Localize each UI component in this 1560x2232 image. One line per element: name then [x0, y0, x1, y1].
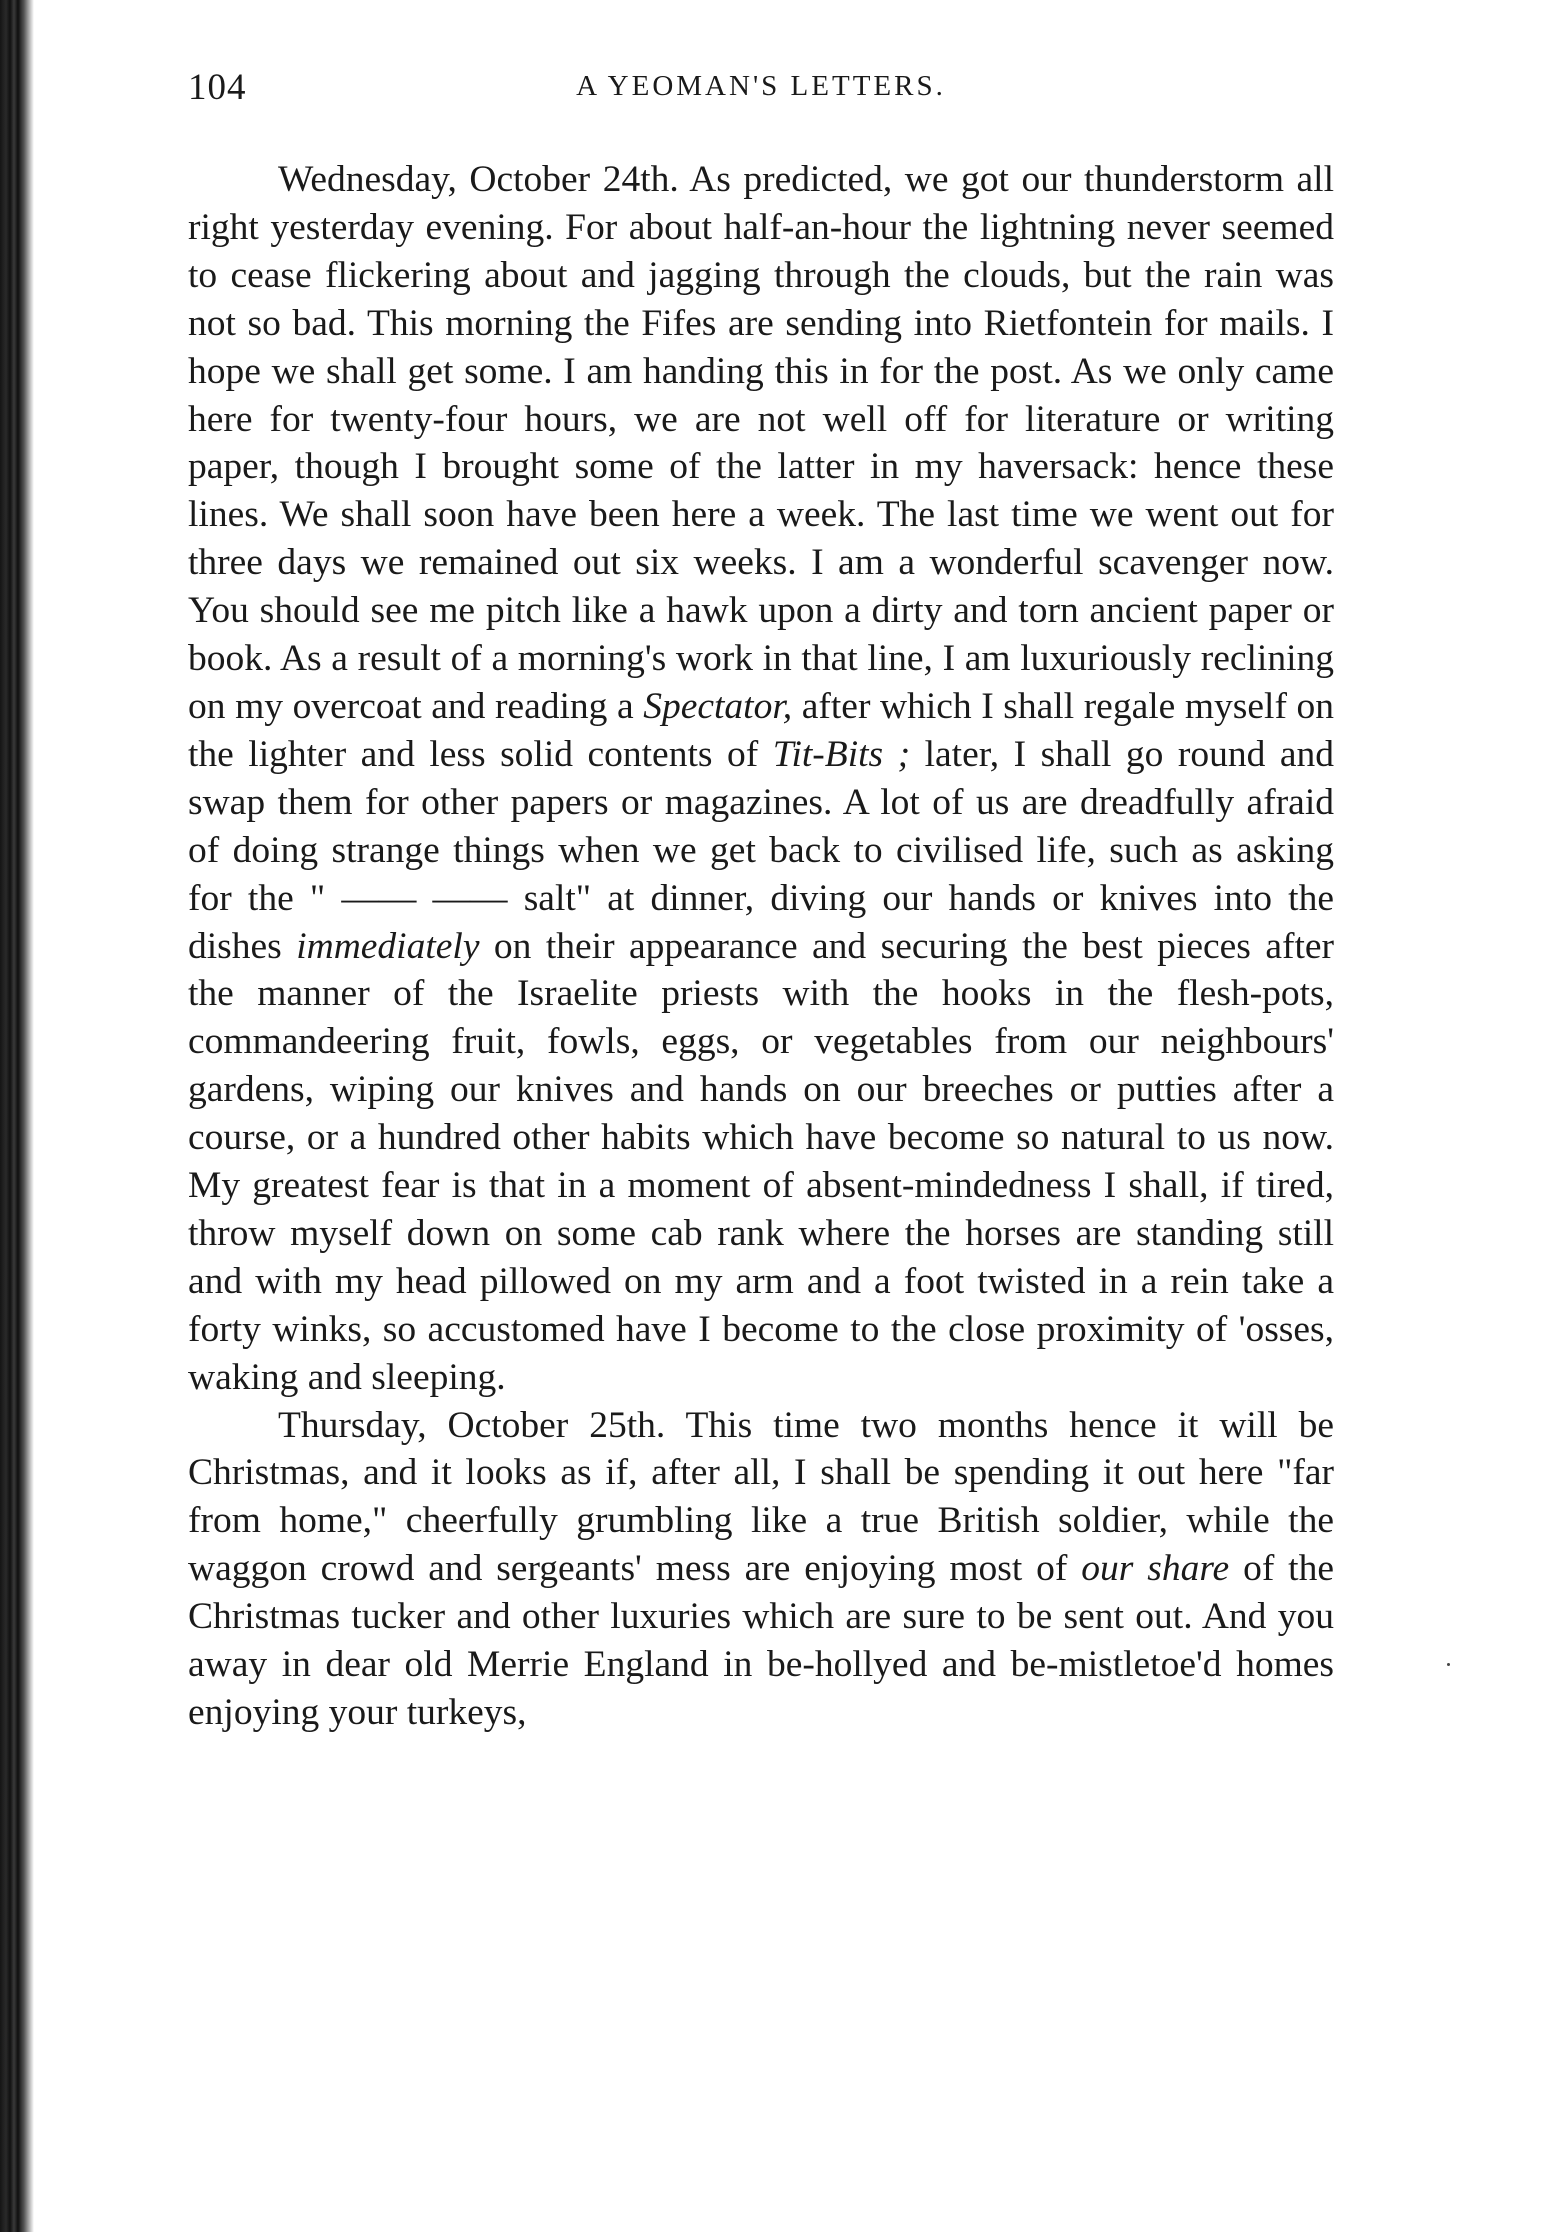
- paragraph-thursday: [188, 1402, 1334, 1737]
- book-spine-shadow: [0, 0, 34, 2232]
- text-run: after which I shall regale myself on the lighter and less solid contents of: [188, 685, 1335, 775]
- text-run: Thursday, October 25th. This time two months hence it will be Christmas, and it looks as if, after all, I shall be spending it out here "far from home," cheerfully grumbling like a true British soldier, while the waggon crowd and sergeants' mess are enjoying most of: [188, 1404, 1334, 1590]
- page-number: 104: [188, 67, 247, 108]
- body-text: [188, 156, 1334, 1737]
- paragraph-wednesday: [188, 156, 1334, 1402]
- italic-emphasis-immediately: immediately: [296, 925, 480, 967]
- italic-title-spectator: Spectator,: [643, 685, 793, 727]
- italic-title-tit-bits: Tit-Bits ;: [772, 733, 911, 775]
- page-header: [188, 66, 1334, 116]
- text-run: later, I shall go round and swap them for other papers or magazines. A lot of us are dreadfully afraid of doing strange things when we get back to civilised life, such as asking for the " —— —— salt" at dinner, diving our hands or knives into the dishes: [188, 733, 1335, 967]
- text-run: of the Christmas tucker and other luxuries which are sure to be sent out. And you away in dear old Merrie England in be-hollyed and be-mistletoe'd homes enjoying your turkeys,: [188, 1548, 1334, 1733]
- italic-emphasis-our-share: our share: [1081, 1548, 1230, 1590]
- text-run: on their appearance and securing the best pieces after the manner of the Israelite priests with the hooks in the flesh-pots, commandeering fruit, fowls, eggs, or vegetables from our neighbours' gardens, wiping our knives and hands on our breeches or putties after a course, or a hundred other habits which have become so natural to us now. My greatest fear is that in a moment of absent-mindedness I shall, if tired, throw myself down on some cab rank where the horses are standing still and with my head pillowed on my arm and a foot twisted in a rein take a forty winks, so accustomed have I become to the close proximity of 'osses, waking and sleeping.: [188, 925, 1334, 1398]
- text-run: Wednesday, October 24th. As predicted, we got our thunderstorm all right yesterday evening. For about half-an-hour the lightning never seemed to cease flickering about and jagging through the clouds, but the rain was not so bad. This morning the Fifes are sending into Rietfontein for mails. I hope we shall get some. I am handing this in for the post. As we only came here for twenty-four hours, we are not well off for literature or writing paper, though I brought some of the latter in my haversack: hence these lines. We shall soon have been here a week. The last time we went out for three days we remained out six weeks. I am a wonderful scavenger now. You should see me pitch like a hawk upon a dirty and torn ancient paper or book. As a result of a morning's work in that line, I am luxuriously reclining on my overcoat and reading a: [188, 159, 1334, 727]
- ink-speck: [1447, 1663, 1450, 1666]
- running-title: A YEOMAN'S LETTERS.: [576, 70, 946, 102]
